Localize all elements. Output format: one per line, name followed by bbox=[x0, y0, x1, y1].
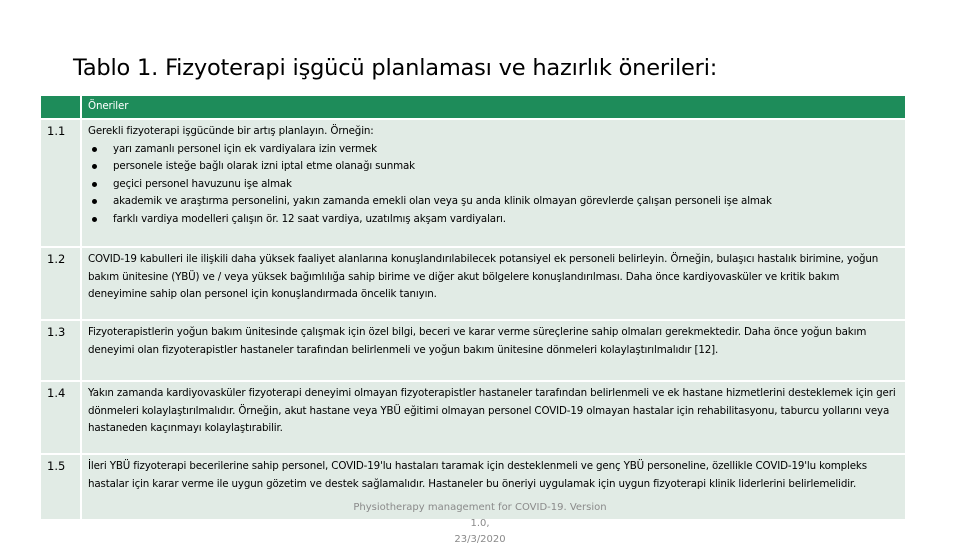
row-number: 1.5 bbox=[41, 455, 82, 519]
list-item: personele isteğe bağlı olarak izni iptal etme olanağı sunmak bbox=[88, 158, 901, 176]
row-text bbox=[82, 120, 905, 246]
row-number: 1.1 bbox=[41, 120, 82, 246]
list-item: akademik ve araştırma personelini, yakın zamanda emekli olan veya şu anda klinik olmayan görevlerde çalışan personeli işe almak bbox=[88, 193, 901, 211]
table-row bbox=[41, 321, 905, 382]
list-item: farklı vardiya modelleri çalışın ör. 12 saat vardiya, uzatılmış akşam vardiyaları. bbox=[88, 211, 901, 229]
row-text: Fizyoterapistlerin yoğun bakım ünitesinde çalışmak için özel bilgi, beceri ve karar verme süreçlerine sahip olmaları gerekmektedir. Daha önce yoğun bakım deneyimi olan fizyoterapistler hastaneler tarafından belirlenmeli ve yoğun bakım ünitesine dönmeleri kolaylaştırılmalıdır [12]. bbox=[88, 326, 867, 356]
recommendations-table bbox=[41, 96, 905, 521]
row-intro-text: Gerekli fizyoterapi işgücünde bir artış planlayın. Örneğin: bbox=[88, 125, 374, 137]
list-item: geçici personel havuzunu işe almak bbox=[88, 176, 901, 194]
row-number: 1.4 bbox=[41, 382, 82, 453]
bullet-list bbox=[88, 141, 901, 229]
row-text: Yakın zamanda kardiyovasküler fizyoterapi deneyimi olmayan fizyoterapistler hastaneler tarafından belirlenmeli ve ek hastane hizmetlerini desteklemek için geri dönmeleri kolaylaştırılmalıdır. Örneğin, akut hastane veya YBÜ eğitimi olmayan personel COVID-19 olmayan hastalar için rehabilitasyonu, taburcu yollarını veya hastaneden kaçınmayı kolaylaştırabilir. bbox=[88, 387, 896, 434]
row-number: 1.2 bbox=[41, 248, 82, 319]
footer-citation bbox=[344, 500, 616, 548]
table-row bbox=[41, 382, 905, 455]
table-row bbox=[41, 248, 905, 321]
row-number: 1.3 bbox=[41, 321, 82, 380]
footer-line-2: 23/3/2020 bbox=[454, 534, 506, 545]
header-label: Öneriler bbox=[88, 100, 129, 112]
header-number-cell bbox=[41, 96, 82, 118]
row-text: COVID-19 kabulleri ile ilişkili daha yüksek faaliyet alanlarına konuşlandırılabilecek potansiyel ek personeli belirleyin. Örneğin, bulaşıcı hastalık birimine, yoğun bakım ünitesine (YBÜ) ve / veya yüksek bağımlılığa sahip birime ve diğer akut bölgelere konuşlandırılması. Daha önce kardiyovasküler ve kritik bakım deneyimine sahip olan personel için konuşlandırmada öncelik tanıyın. bbox=[88, 253, 879, 300]
page-title: Tablo 1. Fizyoterapi işgücü planlaması ve hazırlık önerileri: bbox=[73, 55, 718, 81]
table-row bbox=[41, 120, 905, 248]
row-text: İleri YBÜ fizyoterapi becerilerine sahip personel, COVID-19'lu hastaları taramak için desteklenmeli ve genç YBÜ personeline, özellikle COVID-19'lu kompleks hastalar için karar verme ile uygun gözetim ve destek sağlamalıdır. Hastaneler bu öneriyi uygulamak için uygun fizyoterapi klinik liderlerini belirlemelidir. bbox=[88, 460, 867, 490]
list-item: yarı zamanlı personel için ek vardiyalara izin vermek bbox=[88, 141, 901, 159]
footer-line-1: Physiotherapy management for COVID-19. Version 1.0, bbox=[353, 502, 607, 529]
table-header-row bbox=[41, 96, 905, 120]
